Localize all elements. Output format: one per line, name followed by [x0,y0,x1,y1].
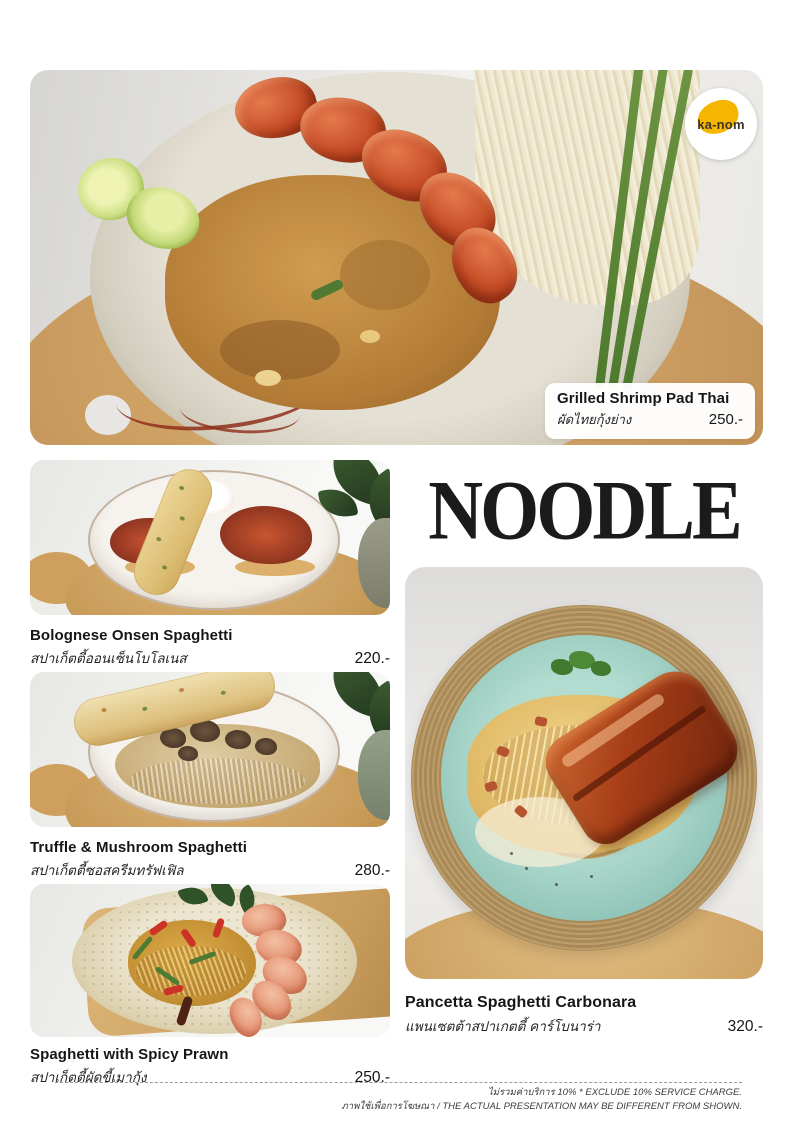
item-price: 280.- [354,862,390,879]
herb-fleck [179,688,185,693]
carbonara-photo [405,567,763,979]
pepper-fleck [590,875,593,878]
pepper-fleck [555,883,558,886]
bolognese-sauce-shape [220,506,312,564]
herb-fleck [179,485,185,491]
hero-item-thai-name: ผัดไทยกุ้งย่าง [557,412,632,427]
item-price: 220.- [354,650,390,667]
item-name: Truffle & Mushroom Spaghetti [30,839,247,856]
item-name: Pancetta Spaghetti Carbonara [405,994,637,1011]
parsley-shape [591,661,611,676]
footer-line1: ไม่รวมค่าบริการ 10% * EXCLUDE 10% SERVICE CHARGE. [487,1087,742,1098]
mushroom-shape [225,730,251,749]
hero-item-label-card [545,383,755,439]
bolognese-spaghetti-photo [30,460,390,615]
item-thai-name: สปาเก็ตตี้ซอสครีมทรัฟเฟิล [30,863,184,878]
item-name: Bolognese Onsen Spaghetti [30,627,233,644]
mushroom-shape [178,746,198,761]
herb-fleck [179,516,185,522]
spaghetti-strands-shape [136,946,246,996]
menu-item-carbonara [405,994,763,1037]
section-title: NOODLE [428,463,740,558]
pepper-fleck [525,867,528,870]
menu-item-bolognese [30,627,390,669]
pad-thai-photo [30,70,763,445]
footer-divider [55,1082,742,1083]
truffle-spaghetti-photo [30,672,390,827]
item-price: 320.- [727,1018,763,1035]
mushroom-shape [255,738,277,755]
item-thai-name: สปาเก็ตตี้ผัดขี้เมากุ้ง [30,1070,147,1085]
herb-fleck [156,536,162,542]
item-price: 250.- [354,1069,390,1086]
item-name: Spaghetti with Spicy Prawn [30,1046,229,1063]
egg-bit-shape [255,370,281,386]
kanom-logo [685,88,757,160]
egg-bit-shape [360,330,380,343]
menu-item-truffle [30,839,390,881]
hero-item-price: 250.- [708,411,743,428]
spaghetti-strands-shape [130,758,305,804]
footer-line2: ภาพใช้เพื่อการโฆษณา / THE ACTUAL PRESENTATION MAY BE DIFFERENT FROM SHOWN. [341,1101,742,1113]
herb-fleck [220,690,226,695]
pepper-fleck [510,852,513,855]
item-thai-name: สปาเก็ตตี้ออนเซ็นโบโลเนส [30,651,187,666]
logo-text: ka-nom [697,116,745,132]
noodles-shadow-shape [220,320,340,380]
herb-fleck [101,707,107,712]
herb-fleck [142,706,148,711]
spicy-prawn-spaghetti-photo [30,884,390,1037]
item-thai-name: แพนเซตต้าสปาเกตตี้ คาร์โบนาร่า [405,1019,601,1034]
footer-note [55,1086,742,1115]
noodles-shadow-shape [340,240,430,310]
bacon-bit-shape [534,716,547,727]
hero-item-name: Grilled Shrimp Pad Thai [557,390,730,407]
herb-fleck [162,565,168,571]
